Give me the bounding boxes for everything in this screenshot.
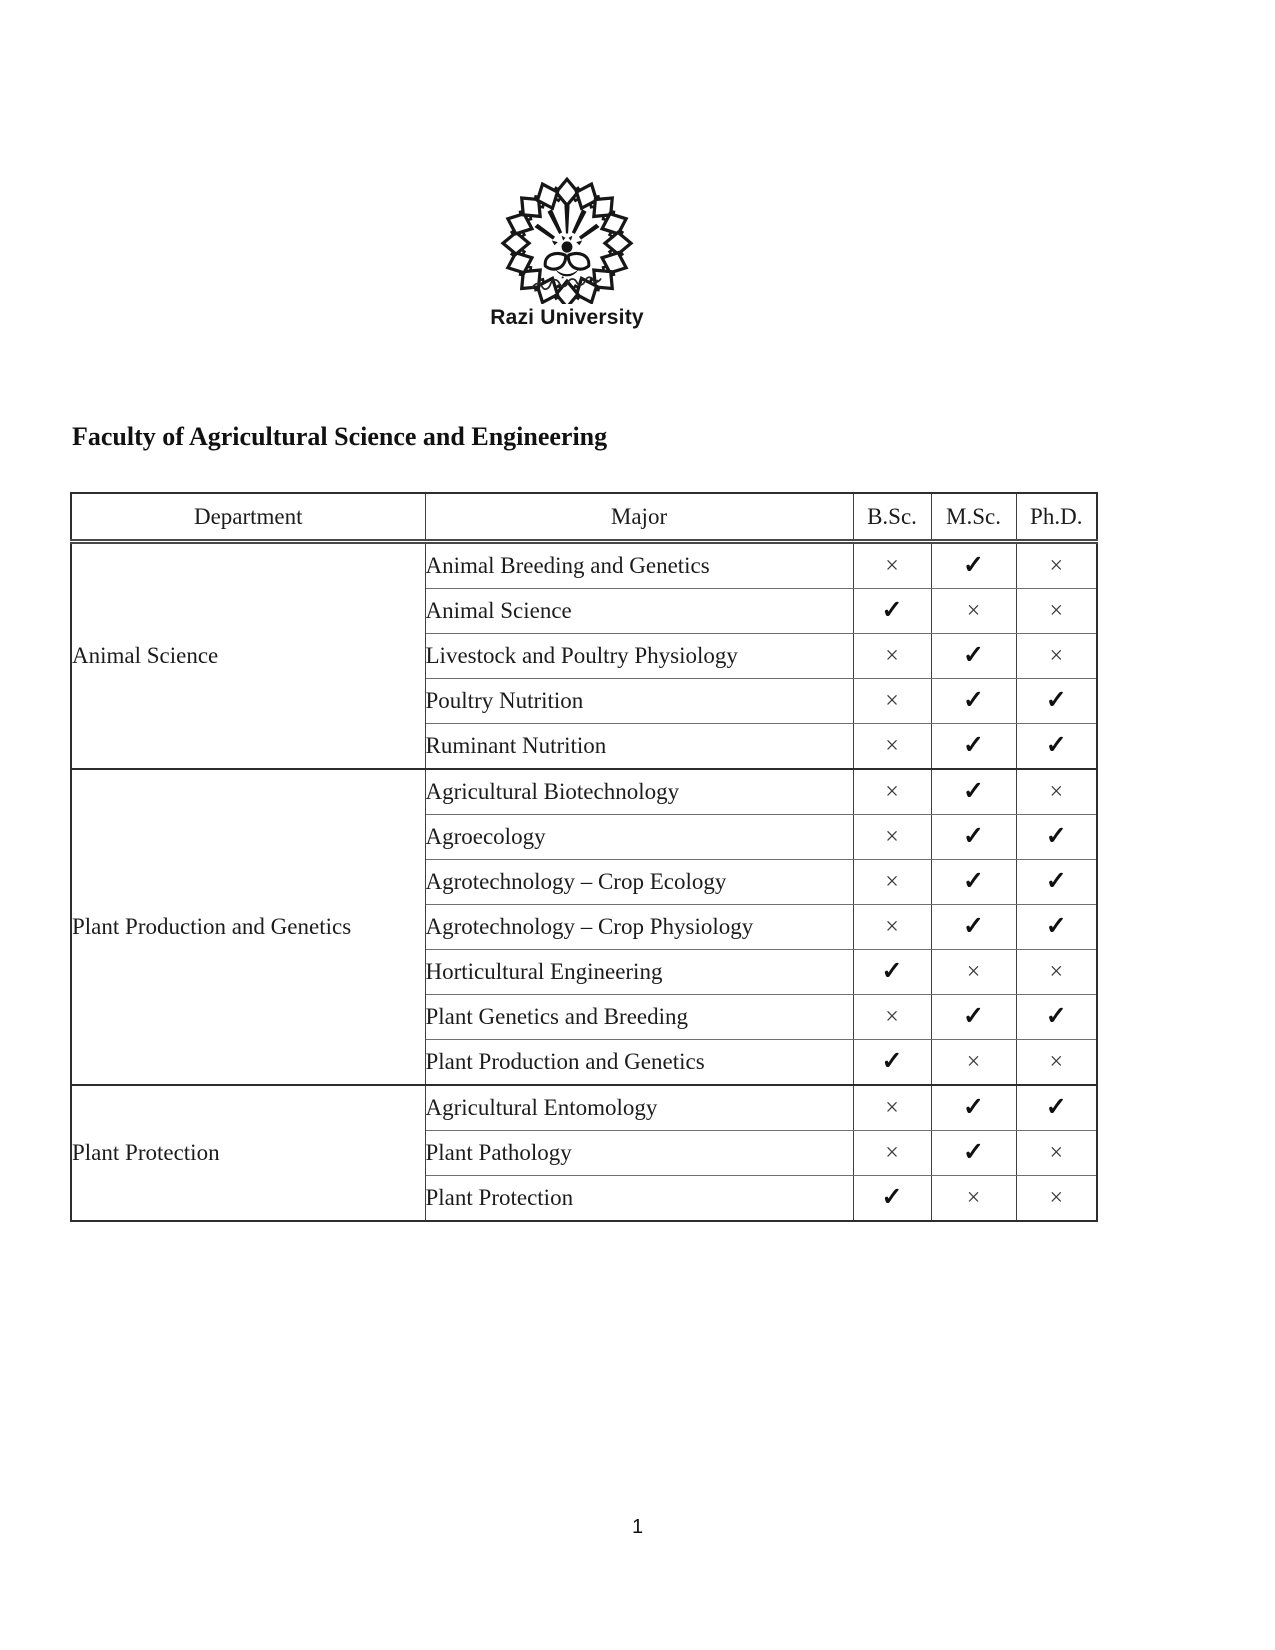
major-cell: Animal Breeding and Genetics: [425, 542, 853, 589]
offered-check-icon: ✓: [931, 769, 1016, 815]
not-offered-cross-icon: ×: [853, 542, 931, 589]
major-cell: Poultry Nutrition: [425, 679, 853, 724]
major-cell: Plant Production and Genetics: [425, 1040, 853, 1086]
offered-check-icon: ✓: [853, 1040, 931, 1086]
not-offered-cross-icon: ×: [853, 815, 931, 860]
not-offered-cross-icon: ×: [853, 1131, 931, 1176]
column-header-department: Department: [71, 493, 425, 542]
offered-check-icon: ✓: [931, 634, 1016, 679]
major-cell: Animal Science: [425, 589, 853, 634]
not-offered-cross-icon: ×: [1016, 1131, 1097, 1176]
not-offered-cross-icon: ×: [931, 1176, 1016, 1222]
offered-check-icon: ✓: [1016, 724, 1097, 770]
major-cell: Plant Genetics and Breeding: [425, 995, 853, 1040]
offered-check-icon: ✓: [931, 724, 1016, 770]
not-offered-cross-icon: ×: [1016, 634, 1097, 679]
major-cell: Plant Pathology: [425, 1131, 853, 1176]
offered-check-icon: ✓: [931, 860, 1016, 905]
not-offered-cross-icon: ×: [1016, 1040, 1097, 1086]
page-title: Faculty of Agricultural Science and Engineering: [72, 422, 608, 451]
table-row: [71, 542, 1097, 589]
offered-check-icon: ✓: [1016, 815, 1097, 860]
major-cell: Agricultural Biotechnology: [425, 769, 853, 815]
column-header-msc: M.Sc.: [931, 493, 1016, 542]
department-cell: Plant Protection: [71, 1085, 425, 1221]
column-header-bsc: B.Sc.: [853, 493, 931, 542]
offered-check-icon: ✓: [931, 542, 1016, 589]
major-cell: Agricultural Entomology: [425, 1085, 853, 1131]
major-cell: Agrotechnology – Crop Physiology: [425, 905, 853, 950]
not-offered-cross-icon: ×: [1016, 950, 1097, 995]
page-number: 1: [631, 1516, 644, 1538]
offered-check-icon: ✓: [931, 815, 1016, 860]
offered-check-icon: ✓: [931, 679, 1016, 724]
not-offered-cross-icon: ×: [853, 724, 931, 770]
not-offered-cross-icon: ×: [853, 905, 931, 950]
emblem-tulip: [545, 254, 589, 277]
majors-table-wrap: [70, 492, 1098, 1222]
major-cell: Agroecology: [425, 815, 853, 860]
razi-university-emblem-icon: [492, 176, 642, 304]
major-cell: Livestock and Poultry Physiology: [425, 634, 853, 679]
offered-check-icon: ✓: [931, 1085, 1016, 1131]
not-offered-cross-icon: ×: [853, 634, 931, 679]
offered-check-icon: ✓: [1016, 1085, 1097, 1131]
offered-check-icon: ✓: [931, 905, 1016, 950]
major-cell: Plant Protection: [425, 1176, 853, 1222]
not-offered-cross-icon: ×: [853, 995, 931, 1040]
offered-check-icon: ✓: [1016, 995, 1097, 1040]
offered-check-icon: ✓: [853, 1176, 931, 1222]
department-cell: Plant Production and Genetics: [71, 769, 425, 1085]
not-offered-cross-icon: ×: [1016, 769, 1097, 815]
offered-check-icon: ✓: [853, 589, 931, 634]
major-cell: Agrotechnology – Crop Ecology: [425, 860, 853, 905]
offered-check-icon: ✓: [1016, 905, 1097, 950]
not-offered-cross-icon: ×: [1016, 542, 1097, 589]
not-offered-cross-icon: ×: [1016, 1176, 1097, 1222]
not-offered-cross-icon: ×: [853, 860, 931, 905]
emblem-rays: [534, 205, 599, 252]
column-header-major: Major: [425, 493, 853, 542]
offered-check-icon: ✓: [931, 1131, 1016, 1176]
not-offered-cross-icon: ×: [853, 1085, 931, 1131]
not-offered-cross-icon: ×: [853, 769, 931, 815]
column-header-phd: Ph.D.: [1016, 493, 1097, 542]
university-name-label: Razi University: [490, 306, 644, 329]
table-row: [71, 1085, 1097, 1131]
offered-check-icon: ✓: [931, 995, 1016, 1040]
table-row: [71, 769, 1097, 815]
major-cell: Ruminant Nutrition: [425, 724, 853, 770]
not-offered-cross-icon: ×: [1016, 589, 1097, 634]
university-logo-block: [487, 176, 647, 330]
not-offered-cross-icon: ×: [931, 950, 1016, 995]
major-cell: Horticultural Engineering: [425, 950, 853, 995]
majors-table: [70, 492, 1098, 1222]
offered-check-icon: ✓: [1016, 860, 1097, 905]
offered-check-icon: ✓: [1016, 679, 1097, 724]
not-offered-cross-icon: ×: [931, 589, 1016, 634]
offered-check-icon: ✓: [853, 950, 931, 995]
not-offered-cross-icon: ×: [853, 679, 931, 724]
table-header: [71, 493, 1097, 542]
not-offered-cross-icon: ×: [931, 1040, 1016, 1086]
department-cell: Animal Science: [71, 542, 425, 770]
